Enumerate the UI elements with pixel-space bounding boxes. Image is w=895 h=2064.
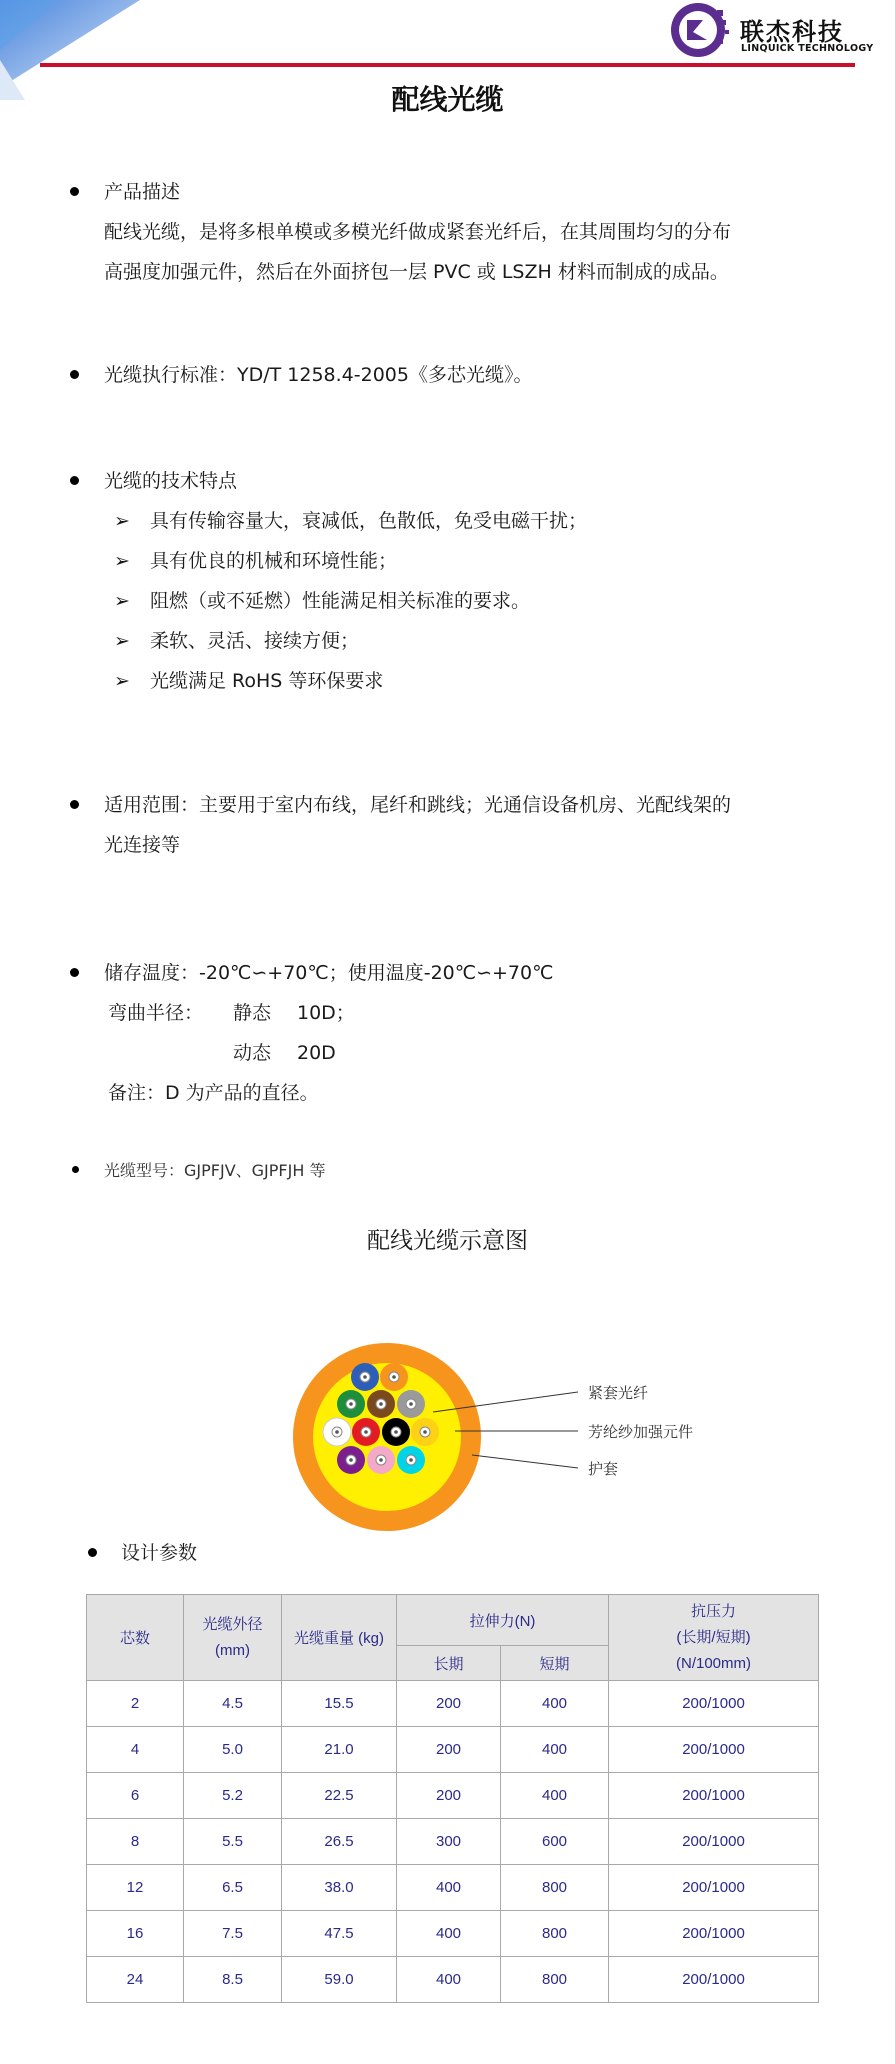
fiber-core-center xyxy=(349,1402,353,1406)
header-tensile: 拉伸力(N) xyxy=(397,1595,609,1646)
table-row xyxy=(87,1865,819,1911)
fiber-core-center xyxy=(349,1458,353,1462)
fiber-core-center xyxy=(392,1375,396,1379)
static-label: 静态 xyxy=(233,1002,272,1024)
table-cell: 47.5 xyxy=(282,1911,397,1957)
diagram-label-aramid: 芳纶纱加强元件 xyxy=(588,1423,694,1441)
header-weight: 光缆重量 (kg) xyxy=(282,1595,397,1681)
table-cell: 5.5 xyxy=(184,1819,282,1865)
header-short-term: 短期 xyxy=(501,1646,609,1681)
table-cell: 200 xyxy=(397,1727,501,1773)
table-cell: 200/1000 xyxy=(609,1727,819,1773)
table-cell: 800 xyxy=(501,1957,609,2003)
table-cell: 200/1000 xyxy=(609,1911,819,1957)
table-cell: 400 xyxy=(397,1865,501,1911)
features-heading: 光缆的技术特点 xyxy=(104,470,238,492)
description-line-1: 配线光缆，是将多根单模或多模光纤做成紧套光纤后，在其周围均匀的分布 xyxy=(104,221,732,243)
diagram-label-jacket: 护套 xyxy=(588,1460,619,1478)
table-cell: 4.5 xyxy=(184,1681,282,1727)
table-cell: 200 xyxy=(397,1773,501,1819)
feature-item: 光缆满足 RoHS 等环保要求 xyxy=(150,670,384,692)
table-cell: 4 xyxy=(87,1727,184,1773)
fiber-core-center xyxy=(409,1402,413,1406)
table-row xyxy=(87,1681,819,1727)
table-cell: 200/1000 xyxy=(609,1819,819,1865)
table-row xyxy=(87,1911,819,1957)
table-cell: 400 xyxy=(397,1957,501,2003)
description-heading: 产品描述 xyxy=(104,181,181,203)
bullet-icon xyxy=(88,1548,97,1557)
bullet-icon xyxy=(70,800,79,809)
application-line-1: 适用范围：主要用于室内布线，尾纤和跳线；光通信设备机房、光配线架的 xyxy=(104,794,732,816)
table-cell: 15.5 xyxy=(282,1681,397,1727)
table-cell: 200 xyxy=(397,1681,501,1727)
diagram-caption: 配线光缆示意图 xyxy=(367,1228,528,1254)
table-cell: 6.5 xyxy=(184,1865,282,1911)
feature-item: 具有优良的机械和环境性能； xyxy=(150,550,398,572)
table-cell: 21.0 xyxy=(282,1727,397,1773)
table-cell: 400 xyxy=(501,1727,609,1773)
diagram-label-tight-fiber: 紧套光纤 xyxy=(588,1384,649,1402)
leader-line xyxy=(472,1455,578,1468)
standard-text: 光缆执行标准：YD/T 1258.4-2005《多芯光缆》。 xyxy=(104,364,533,386)
table-cell: 5.2 xyxy=(184,1773,282,1819)
table-cell: 16 xyxy=(87,1911,184,1957)
page-title: 配线光缆 xyxy=(391,83,504,116)
fiber-core-center xyxy=(423,1430,427,1434)
fiber-core-center xyxy=(364,1430,368,1434)
bend-radius-label: 弯曲半径： xyxy=(108,1002,204,1024)
application-line-2: 光连接等 xyxy=(104,834,181,856)
bullet-icon xyxy=(70,476,79,485)
table-cell: 200/1000 xyxy=(609,1681,819,1727)
description-line-2: 高强度加强元件，然后在外面挤包一层 PVC 或 LSZH 材料而制成的成品。 xyxy=(104,261,729,283)
table-cell: 2 xyxy=(87,1681,184,1727)
table-cell: 6 xyxy=(87,1773,184,1819)
header-diameter: 光缆外径 (mm) xyxy=(184,1595,282,1681)
table-cell: 800 xyxy=(501,1911,609,1957)
note-text: 备注：D 为产品的直径。 xyxy=(108,1082,319,1104)
table-cell: 400 xyxy=(501,1773,609,1819)
fiber-core-center xyxy=(409,1458,413,1462)
table-cell: 400 xyxy=(397,1911,501,1957)
arrow-bullet-icon: ➢ xyxy=(114,510,130,532)
table-cell: 8 xyxy=(87,1819,184,1865)
table-row xyxy=(87,1819,819,1865)
feature-item: 柔软、灵活、接续方便； xyxy=(150,630,360,652)
fiber-core-center xyxy=(379,1458,383,1462)
table-cell: 26.5 xyxy=(282,1819,397,1865)
table-cell: 400 xyxy=(501,1681,609,1727)
design-parameters-table xyxy=(86,1594,819,2003)
arrow-bullet-icon: ➢ xyxy=(114,670,130,692)
header-long-term: 长期 xyxy=(397,1646,501,1681)
fiber-core-center xyxy=(363,1375,367,1379)
params-heading: 设计参数 xyxy=(121,1542,198,1564)
table-row xyxy=(87,1773,819,1819)
table-cell: 8.5 xyxy=(184,1957,282,2003)
fiber-core-center xyxy=(335,1430,339,1434)
table-cell: 200/1000 xyxy=(609,1957,819,2003)
arrow-bullet-icon: ➢ xyxy=(114,590,130,612)
table-cell: 300 xyxy=(397,1819,501,1865)
table-cell: 200/1000 xyxy=(609,1773,819,1819)
table-cell: 5.0 xyxy=(184,1727,282,1773)
table-cell: 800 xyxy=(501,1865,609,1911)
header-divider xyxy=(40,63,855,67)
table-cell: 200/1000 xyxy=(609,1865,819,1911)
bullet-icon xyxy=(70,370,79,379)
temperature-text: 储存温度：-20℃∽+70℃；使用温度-20℃∽+70℃ xyxy=(104,962,554,984)
arrow-bullet-icon: ➢ xyxy=(114,550,130,572)
models-text: 光缆型号：GJPFJV、GJPFJH 等 xyxy=(104,1161,326,1180)
fiber-core-center xyxy=(379,1402,383,1406)
bullet-icon xyxy=(70,187,79,196)
arrow-bullet-icon: ➢ xyxy=(114,630,130,652)
static-value: 10D； xyxy=(297,1002,355,1024)
table-row xyxy=(87,1957,819,2003)
bullet-icon xyxy=(70,968,79,977)
table-cell: 38.0 xyxy=(282,1865,397,1911)
table-cell: 7.5 xyxy=(184,1911,282,1957)
dynamic-label: 动态 xyxy=(233,1042,272,1064)
header-crush: 抗压力 (长期/短期) (N/100mm) xyxy=(609,1595,819,1681)
table-row xyxy=(87,1727,819,1773)
table-cell: 22.5 xyxy=(282,1773,397,1819)
feature-item: 具有传输容量大，衰减低，色散低，免受电磁干扰； xyxy=(150,510,588,532)
table-cell: 59.0 xyxy=(282,1957,397,2003)
header-cores: 芯数 xyxy=(87,1595,184,1681)
table-cell: 600 xyxy=(501,1819,609,1865)
company-name: 联杰科技 xyxy=(740,18,844,46)
feature-item: 阻燃（或不延燃）性能满足相关标准的要求。 xyxy=(150,590,531,612)
bullet-icon xyxy=(72,1166,79,1173)
table-cell: 12 xyxy=(87,1865,184,1911)
fiber-core-center xyxy=(394,1430,398,1434)
dynamic-value: 20D xyxy=(297,1042,336,1064)
company-english-name: LINQUICK TECHNOLOGY xyxy=(741,43,874,54)
table-cell: 24 xyxy=(87,1957,184,2003)
